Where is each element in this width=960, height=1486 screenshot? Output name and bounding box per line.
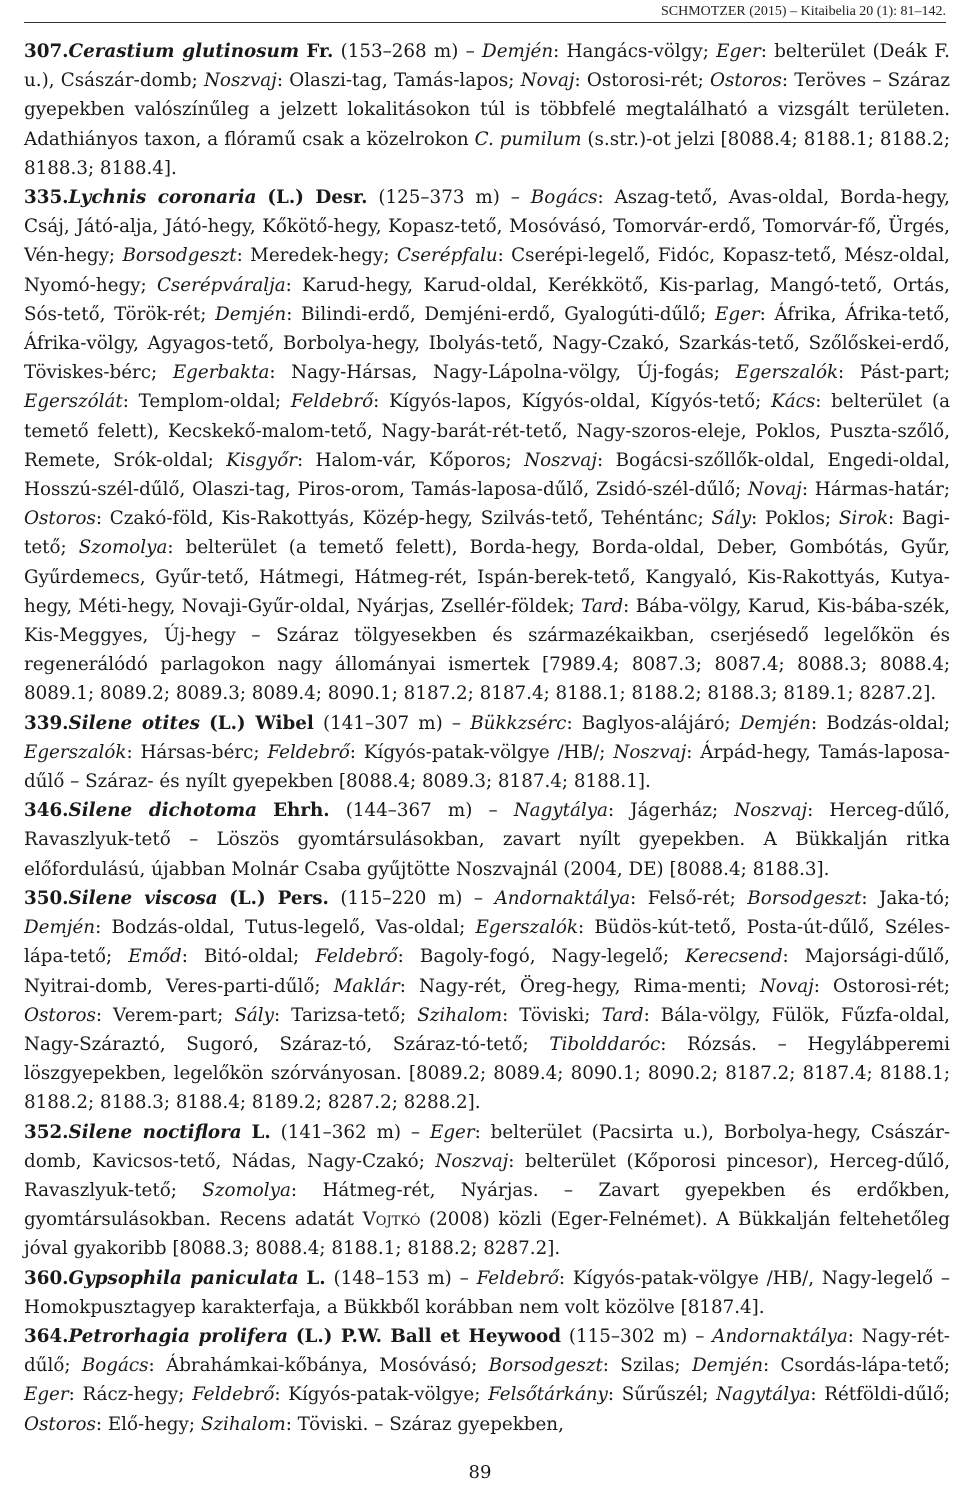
locality-name: Noszvaj: [435, 1150, 509, 1172]
locality-name: Szihalom: [417, 1004, 503, 1026]
locality-name: Tard: [581, 595, 624, 617]
species-entry: [24, 1118, 950, 1264]
species-name: Silene otites: [68, 712, 200, 734]
entry-text: : Cserépi-legelő, Fidóc, Kopasz-tető, Mész-oldal, Nyomó-hegy;: [24, 245, 950, 296]
locality-name: Feldebrő: [267, 741, 350, 763]
entry-text: : Töviski. – Száraz gyepekben,: [285, 1413, 564, 1435]
entry-text: : Hátmeg-rét, Nyárjas. – Zavart gyepekben és erdőkben, gyomtársulásokban. Recens adatát: [24, 1179, 950, 1231]
entry-text: : Felső-rét;: [630, 887, 748, 909]
species-author: Ehrh.: [273, 800, 330, 822]
entry-text: : Csordás-lápa-tető;: [763, 1355, 950, 1377]
entry-text: : Kígyós-lapos, Kígyós-oldal, Kígyós-tető;: [373, 391, 772, 413]
entry-text: : Baglyos-alájáró;: [566, 712, 740, 734]
species-entry: [24, 37, 950, 183]
entry-text: : Meredek-hegy;: [236, 245, 397, 267]
entry-text: : Nagy-rét-dűlő;: [24, 1325, 950, 1377]
locality-name: Novaj: [747, 479, 802, 501]
species-author: L.: [306, 1267, 326, 1289]
entry-number: 364.: [24, 1325, 69, 1347]
entry-number: 307.: [24, 41, 69, 62]
entry-text: (141–307 m) –: [313, 712, 471, 734]
locality-name: Maklár: [333, 975, 400, 997]
locality-name: Nagytálya: [716, 1384, 811, 1406]
entry-text: : Árpád-hegy, Tamás-laposa-dűlő – Száraz- és nyílt gyepekben [8088.4; 8089.3; 8187.4; 8188.1].: [24, 741, 950, 793]
locality-name: Egerszalók: [735, 362, 839, 384]
locality-name: Egerszalók: [24, 741, 127, 763]
locality-name: Feldebrő: [315, 946, 398, 968]
entry-text: (125–373 m) –: [367, 187, 531, 209]
entry-text: : Olaszi-tag, Tamás-lapos;: [276, 70, 521, 92]
entry-paragraph: [24, 884, 950, 1118]
entry-text: (2008) közli (Eger-Felnémet). A Bükkalján feltehetőleg jóval gyakoribb [8088.3; 8088.4; 8188.1; 8188.2; 8287.2].: [24, 1209, 950, 1260]
species-entry: [24, 1322, 950, 1439]
species-entry: [24, 1264, 950, 1322]
entry-text: : Rácz-hegy;: [68, 1384, 193, 1406]
locality-name: Andornaktálya: [494, 887, 631, 909]
locality-name: Sály: [234, 1004, 274, 1026]
entry-paragraph: [24, 1264, 950, 1322]
entry-text: : Szilas;: [602, 1355, 692, 1377]
entry-text: : Ábrahámkai-kőbánya, Mosóvásó;: [148, 1355, 489, 1377]
header-rule: [24, 22, 946, 23]
locality-name: Eger: [716, 41, 761, 62]
locality-name: Egerszólát: [24, 391, 123, 413]
entry-text: : Bába-völgy, Karud, Kis-bába-szék, Kis-Meggyes, Új-hegy – Száraz tölgyesekben és származékaikban, cserjésedő legelőkön és regenerálódó parlagokon nagy állományai ismertek [7989.4; 8087.3; 8087.4; 8088.3; 8088.4; 8089.1; 8089.2; 8089.3; 8089.4; 8090.1; 8187.2; 8187.4; 8188.1; 8188.2; 8188.3; 8189.1; 8287.2].: [24, 595, 951, 705]
species-author: (L.) Wibel: [209, 712, 314, 734]
entry-text: : Rétföldi-dűlő;: [810, 1384, 950, 1406]
entry-text: (115–220 m) –: [328, 887, 495, 909]
entry-text: : Jaka-tó;: [861, 887, 950, 909]
entry-text: : Pást-part;: [838, 362, 950, 384]
species-entry: [24, 884, 950, 1118]
locality-name: Szomolya: [78, 537, 168, 559]
locality-name: Eger: [429, 1121, 475, 1143]
entry-text: (153–268 m) –: [333, 41, 483, 62]
locality-name: Feldebrő: [476, 1267, 559, 1289]
locality-name: Noszvaj: [734, 800, 808, 822]
entry-text: : Töviski;: [502, 1004, 602, 1026]
entry-paragraph: [24, 709, 950, 797]
locality-name: Emőd: [128, 946, 182, 968]
entry-paragraph: [24, 1322, 950, 1439]
entry-text: : belterület (a temető felett), Kecskekő-malom-tető, Nagy-barát-rét-tető, Nagy-szoros-eleje, Poklos, Puszta-szőlő, Remete, Srók-oldal;: [24, 391, 950, 471]
entry-text: : Elő-hegy;: [95, 1413, 201, 1435]
locality-name: Demjén: [691, 1355, 764, 1377]
locality-name: Demjén: [482, 41, 554, 62]
entry-paragraph: [24, 183, 950, 709]
locality-name: Borsodgeszt: [122, 245, 237, 267]
locality-name: Kerecsend: [685, 946, 783, 968]
locality-name: Felsőtárkány: [488, 1384, 608, 1406]
entry-text: : Hármas-határ;: [801, 479, 950, 501]
entry-text: : Poklos;: [751, 508, 839, 530]
locality-name: Sirok: [838, 508, 889, 530]
entry-text: : belterület (Kőporosi pincesor), Herceg-dűlő, Ravaszlyuk-tető;: [24, 1150, 950, 1201]
entry-text: : Verem-part;: [95, 1004, 235, 1026]
entry-text: : Bodzás-oldal, Tutus-legelő, Vas-oldal;: [95, 917, 476, 939]
locality-name: Cserépfalu: [396, 245, 498, 267]
locality-name: Egerbakta: [172, 362, 270, 384]
locality-name: Bükkzsérc: [470, 712, 567, 734]
entry-number: 346.: [24, 800, 69, 822]
locality-name: Kisgyőr: [226, 449, 297, 471]
entry-text: : Büdös-kút-tető, Posta-út-dűlő, Széles-lápa-tető;: [24, 917, 951, 968]
entry-text: : Ostorosi-rét;: [574, 70, 711, 92]
species-entry: [24, 709, 950, 797]
entry-text: : Teröves – Száraz gyepekben valószínűleg a jelzett lokalitásokon túl is többfelé megtalálható a vizsgált területen. Adathiányos taxon, a flóramű csak a közelrokon: [24, 70, 950, 150]
entry-paragraph: [24, 1118, 950, 1264]
entry-text: : Bagi-tető;: [24, 508, 950, 559]
locality-name: Egerszalók: [475, 917, 578, 939]
entry-text: : Jágerház;: [607, 800, 735, 822]
entry-text: : Ostorosi-rét;: [813, 975, 950, 997]
locality-name: Demjén: [739, 712, 811, 734]
locality-name: Noszvaj: [203, 70, 277, 92]
species-name: Silene viscosa: [68, 887, 218, 909]
entry-text: : Bála-völgy, Fülök, Fűzfa-oldal, Nagy-Száraztó, Sugoró, Száraz-tó, Száraz-tó-tető;: [24, 1004, 950, 1055]
entry-text: : Sűrűszél;: [607, 1384, 717, 1406]
locality-name: Borsodgeszt: [747, 887, 862, 909]
entry-text: : Áfrika, Áfrika-tető, Áfrika-völgy, Agyagos-tető, Borbolya-hegy, Ibolyás-tető, Nagy-Czakó, Szarkás-tető, Szőlőskei-erdő, Töviskes-bérc;: [24, 303, 950, 384]
species-name: Gypsophila paniculata: [68, 1267, 299, 1289]
locality-name: Feldebrő: [192, 1384, 275, 1406]
locality-name: Noszvaj: [613, 741, 687, 763]
entry-text: : Bogácsi-szőllők-oldal, Engedi-oldal, Hosszú-szél-dűlő, Olaszi-tag, Piros-orom, Tamás-laposa-dűlő, Zsidó-szél-dűlő;: [24, 449, 950, 501]
entry-text: : Aszag-tető, Avas-oldal, Borda-hegy, Csáj, Játó-alja, Játó-hegy, Kőkötő-hegy, Kopasz-tető, Mosóvásó, Tomorvár-erdő, Tomorvár-fő, Ürgés, Vén-hegy;: [24, 187, 950, 267]
locality-name: Tibolddaróc: [549, 1033, 661, 1055]
locality-name: Szihalom: [200, 1413, 286, 1435]
running-header: SCHMOTZER (2015) – Kitaibelia 20 (1): 81–142.: [660, 4, 946, 19]
locality-name: Ostoros: [24, 1004, 96, 1026]
entry-paragraph: [24, 796, 950, 884]
page-number: 89: [468, 1462, 492, 1483]
species-name: Cerastium glutinosum: [68, 41, 300, 62]
entry-text: : Bagoly-fogó, Nagy-legelő;: [397, 946, 686, 968]
entry-text: : Hangács-völgy;: [553, 41, 717, 62]
entry-text: (144–367 m) –: [329, 800, 514, 822]
locality-name: C. pumilum: [474, 128, 582, 150]
locality-name: Novaj: [759, 975, 814, 997]
entry-text: : Karud-hegy, Karud-oldal, Kerékkötő, Kis-parlag, Mangó-tető, Ortás, Sós-tető, Török-rét;: [24, 274, 950, 325]
species-name: Silene dichotoma: [68, 800, 257, 822]
locality-name: Cserépváralja: [156, 274, 286, 296]
entry-text: (148–153 m) –: [325, 1267, 477, 1289]
entry-text: : Kígyós-patak-völgye;: [274, 1384, 489, 1406]
entry-text: : Herceg-dűlő, Ravaszlyuk-tető – Löszös gyomtársulásokban, zavart nyílt gyepekben. A Bükkalján ritka előfordulású, újabban Molnár Csaba gyűjtötte Noszvajnál (2004, DE) [8088.4; 8188.3].: [24, 800, 951, 880]
entry-text: : Bodzás-oldal;: [810, 712, 950, 734]
locality-name: Sály: [711, 508, 752, 530]
entry-number: 350.: [24, 887, 69, 909]
species-entry: [24, 796, 950, 884]
locality-name: Bogács: [81, 1355, 149, 1377]
locality-name: Ostoros: [24, 1413, 96, 1435]
species-name: Petrorhagia prolifera: [68, 1325, 288, 1347]
entry-text: (115–302 m) –: [561, 1325, 713, 1347]
locality-name: Borsodgeszt: [488, 1355, 603, 1377]
species-author: (L.) P.W. Ball et Heywood: [295, 1325, 561, 1347]
entry-text: : belterület (Pacsirta u.), Borbolya-hegy, Császár-domb, Kavicsos-tető, Nádas, Nagy-Czakó;: [24, 1121, 950, 1172]
entry-text: : Halom-vár, Kőporos;: [296, 449, 525, 471]
locality-name: Eger: [24, 1384, 69, 1406]
locality-name: Bogács: [530, 187, 598, 209]
locality-name: Noszvaj: [524, 449, 598, 471]
species-author: L.: [251, 1121, 271, 1143]
entry-text: : belterület (a temető felett), Borda-hegy, Borda-oldal, Deber, Gombótás, Gyűr, Gyűrdemecs, Gyűr-tető, Hátmegi, Hátmeg-rét, Ispán-berek-tető, Kangyaló, Kis-Rakottyás, Kutya-hegy, Méti-hegy, Novaji-Gyűr-oldal, Nyárjas, Zsellér-földek;: [24, 537, 950, 617]
entry-number: 339.: [24, 712, 69, 734]
species-author: Fr.: [306, 41, 334, 62]
species-author: (L.) Pers.: [229, 887, 329, 909]
entry-paragraph: [24, 37, 950, 183]
locality-name: Nagytálya: [513, 800, 608, 822]
entry-text: : Czakó-föld, Kis-Rakottyás, Közép-hegy, Szilvás-tető, Tehéntánc;: [95, 508, 712, 530]
species-entry: [24, 183, 950, 709]
entry-text: (s.str.)-ot jelzi [8088.4; 8188.1; 8188.2; 8188.3; 8188.4].: [24, 128, 950, 179]
entry-text: : Kígyós-patak-völgye /HB/;: [349, 741, 614, 763]
entry-text: : Rózsás. – Hegylábperemi löszgyepekben, legelőkön szórványosan. [8089.2; 8089.4; 8090.1; 8090.2; 8187.2; 8187.4; 8188.1; 8188.2; 8188.3; 8188.4; 8189.2; 8287.2; 8288.2].: [24, 1033, 950, 1114]
entry-text: : Tarizsa-tető;: [273, 1004, 418, 1026]
locality-name: Demjén: [24, 917, 96, 939]
entry-number: 352.: [24, 1121, 69, 1143]
species-author: (L.) Desr.: [267, 187, 368, 209]
locality-name: Demjén: [215, 303, 287, 325]
locality-name: Ostoros: [710, 70, 782, 92]
locality-name: Ostoros: [24, 508, 96, 530]
entry-text: Vojtkó: [362, 1209, 421, 1231]
entry-text: : Bilindi-erdő, Demjéni-erdő, Gyalogúti-dűlő;: [286, 303, 716, 325]
species-name: Lychnis coronaria: [68, 187, 257, 209]
entry-text: : Bitó-oldal;: [181, 946, 316, 968]
locality-name: Andornaktálya: [712, 1325, 848, 1347]
species-name: Silene noctiflora: [68, 1121, 242, 1143]
locality-name: Szomolya: [202, 1179, 291, 1201]
entry-text: : Nagy-rét, Öreg-hegy, Rima-menti;: [399, 975, 760, 997]
entry-text: (141–362 m) –: [270, 1121, 430, 1143]
locality-name: Tard: [601, 1004, 644, 1026]
entry-text: : Hársas-bérc;: [126, 741, 268, 763]
entry-text: : Majorsági-dűlő, Nyitrai-domb, Veres-parti-dűlő;: [24, 946, 950, 997]
entry-text: : Kígyós-patak-völgye /HB/, Nagy-legelő – Homokpusztagyep karakterfaja, a Bükkből korábban nem volt közölve [8187.4].: [24, 1267, 951, 1318]
locality-name: Eger: [715, 303, 760, 325]
entry-number: 360.: [24, 1267, 69, 1289]
entry-number: 335.: [24, 187, 69, 209]
entry-text: : Templom-oldal;: [122, 391, 291, 413]
locality-name: Feldebrő: [290, 391, 374, 413]
entry-text: : Nagy-Hársas, Nagy-Lápolna-völgy, Új-fogás;: [269, 362, 736, 384]
locality-name: Novaj: [520, 70, 575, 92]
page-body: [24, 37, 950, 1439]
entry-text: : belterület (Deák F. u.), Császár-domb;: [24, 41, 950, 92]
locality-name: Kács: [771, 391, 816, 413]
